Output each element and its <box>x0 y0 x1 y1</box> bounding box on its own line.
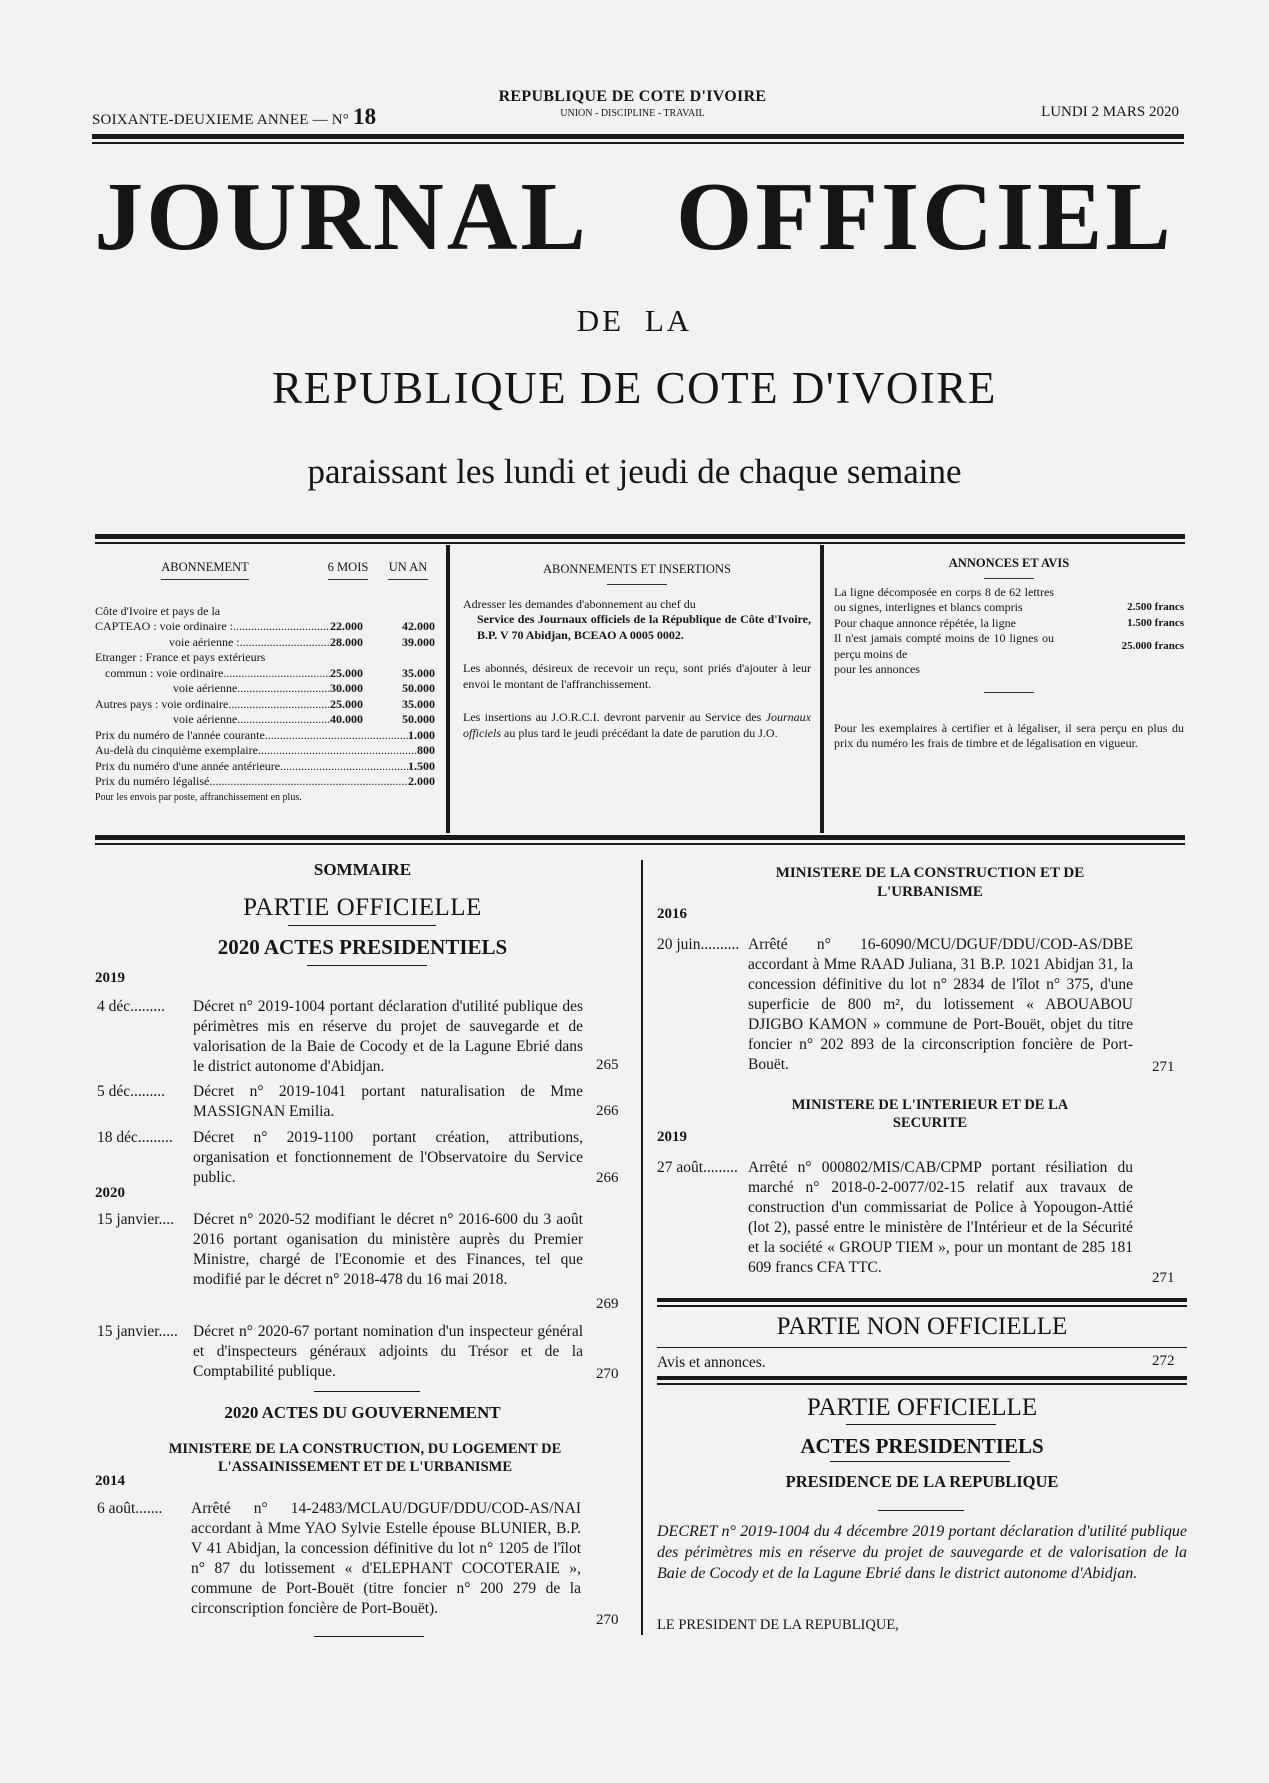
issue-date: LUNDI 2 MARS 2020 <box>1041 104 1179 120</box>
sommaire-heading: SOMMAIRE <box>313 860 412 879</box>
partie-non-officielle: PARTIE NON OFFICIELLE <box>776 1313 1068 1340</box>
entry-page: 270 <box>596 1366 619 1382</box>
partie-non-rule <box>657 1298 1187 1302</box>
abonnements-insertions <box>463 562 811 741</box>
annonces-line4: pour les annonces <box>834 662 920 676</box>
entry-page: 269 <box>596 1296 619 1312</box>
annonces-line3: Il n'est jamais compté moins de 10 lignes ou perçu moins de <box>834 631 1054 661</box>
entry-date: 20 juin.......... <box>657 936 740 953</box>
price-row: Prix du numéro légalisé ..... 2.000 <box>95 774 435 790</box>
entry-text: Arrêté n° 16-6090/MCU/DGUF/DDU/COD-AS/DBE accordant à Mme RAAD Juliana, 31 B.P. 1021 Abidjan 31, la concession définitive du lot n° 2834 de l'îlot n° 375, d'une superficie de 800 m², du lotissement « ABOUABOU DJIGBO KAMON » commune de Port-Bouët, objet du titre foncier n° 202 893 de la circonscription foncière de Port-Bouët. <box>748 936 1133 1073</box>
avis-bottom-rule-thin <box>657 1383 1187 1385</box>
entry-separator <box>314 1636 424 1637</box>
entry-date: 27 août......... <box>657 1159 738 1176</box>
infobox-top-rule-thin <box>95 542 1185 544</box>
abonnements-p1-lead: Adresser les demandes d'abonnement au chef du <box>463 596 696 611</box>
body-partie-underline <box>846 1424 996 1425</box>
annonces-price3: 25.000 francs <box>1121 639 1184 652</box>
subscription-row: CAPTEAO : voie ordinaire : ..... 22.000 42.000 <box>95 619 435 635</box>
masthead-title: JOURNAL OFFICIEL <box>94 163 1174 271</box>
annonces-price1: 2.500 francs <box>1127 601 1184 613</box>
abonnements-heading: ABONNEMENTS ET INSERTIONS <box>543 562 731 576</box>
entry-separator <box>314 1391 420 1392</box>
price-row: Prix du numéro d'une année antérieure ..... 1.500 <box>95 759 435 775</box>
body-partie-officielle: PARTIE OFFICIELLE <box>806 1394 1038 1421</box>
subscription-table <box>95 560 435 805</box>
price-row: Prix du numéro de l'année courante ..... 1.000 <box>95 728 435 744</box>
avis-label: Avis et annonces. <box>657 1354 766 1371</box>
entry-date: 18 déc......... <box>97 1129 173 1146</box>
annonces-price2: 1.500 francs <box>1127 616 1184 629</box>
subscription-region-1: Côte d'Ivoire et pays de la <box>95 603 221 618</box>
entry-date: 6 août....... <box>97 1500 163 1517</box>
body-presidence: PRESIDENCE DE LA REPUBLIQUE <box>785 1472 1059 1491</box>
subscription-col-6m: 6 MOIS <box>327 560 369 574</box>
avis-bottom-rule <box>657 1376 1187 1380</box>
entry-text: Décret n° 2019-1004 portant déclaration d'utilité publique des périmètres mis en réserve du projet de sauvegarde et de valorisation de la Baie de Cocody et de la Lagune Ebrié dans le district autonome d'Abidjan. <box>193 998 583 1075</box>
sommaire-partie-officielle: PARTIE OFFICIELLE <box>243 894 482 921</box>
body-actes-underline <box>830 1461 1010 1462</box>
issue-number: 18 <box>352 104 377 129</box>
subscription-row: Autres pays : voie ordinaire ..... 25.000 35.000 <box>95 697 435 713</box>
sommaire-column-divider <box>641 860 643 1635</box>
entry-page: 271 <box>1152 1059 1175 1075</box>
infobox-divider-2 <box>820 545 824 833</box>
subscription-region-2: Etranger : France et pays extérieurs <box>95 650 266 664</box>
infobox-divider-1 <box>446 545 450 833</box>
entry-page: 265 <box>596 1057 619 1073</box>
annonces-heading: ANNONCES ET AVIS <box>948 556 1070 570</box>
body-president-line: LE PRESIDENT DE LA REPUBLIQUE, <box>657 1617 899 1633</box>
entry-text: Décret n° 2020-67 portant nomination d'un inspecteur général et d'inspecteurs généraux adjoints du Trésor et de la Comptabilité publique. <box>193 1323 583 1380</box>
year-2016: 2016 <box>657 906 687 922</box>
sommaire-actes-presidentiels: 2020 ACTES PRESIDENTIELS <box>217 935 508 959</box>
entry-page: 266 <box>596 1103 619 1119</box>
entry-date: 4 déc......... <box>97 998 166 1015</box>
subscription-heading: ABONNEMENT <box>161 560 249 574</box>
price-row: Au-delà du cinquième exemplaire ..... 800 <box>95 743 435 759</box>
entry-page: 266 <box>596 1170 619 1186</box>
ministry-construction-logement: MINISTERE DE LA CONSTRUCTION, DU LOGEMENT DE L'ASSAINISSEMENT ET DE L'URBANISME <box>168 1441 562 1475</box>
entry-page: 270 <box>596 1612 619 1628</box>
abonnements-p3: Les insertions au J.O.R.C.I. devront parvenir au Service des Journaux officiels au plus tard le jeudi précédant la date de parution du J.O. <box>463 710 811 740</box>
edition-line <box>92 104 376 130</box>
subscription-row: voie aérienne ..... 40.000 50.000 <box>95 712 435 728</box>
avis-page: 272 <box>1152 1353 1175 1369</box>
annonces-certification: Pour les exemplaires à certifier et à légaliser, il sera perçu en plus du prix du numéro les frais de timbre et de légalisation en vigueur. <box>834 720 1184 750</box>
masthead-republic: REPUBLIQUE DE COTE D'IVOIRE <box>272 363 997 413</box>
infobox-bottom-rule-thin <box>95 843 1185 845</box>
annonces-line2: Pour chaque annonce répétée, la ligne <box>834 615 1016 630</box>
entry-text: Décret n° 2019-1100 portant création, attributions, organisation et fonctionnement de l'Observatoire du Service public. <box>193 1129 583 1186</box>
annonces-avis <box>834 556 1184 752</box>
edition-label: SOIXANTE-DEUXIEME ANNEE — N° <box>92 112 349 128</box>
entry-page: 271 <box>1152 1270 1175 1286</box>
actes-underline <box>307 965 427 966</box>
year-2020: 2020 <box>95 1185 125 1201</box>
year-2019: 2019 <box>95 970 125 986</box>
abonnements-address: Service des Journaux officiels de la République de Côte d'Ivoire, B.P. V 70 Abidjan, BCEAO A 0005 0002. <box>477 612 811 642</box>
entry-text: Arrêté n° 000802/MIS/CAB/CPMP portant résiliation du marché n° 2018-0-2-0077/02-15 relatif aux travaux de construction d'un commissariat de Police à Yopougon-Attié (lot 2), passé entre le ministère de l'Intérieur et de la Sécurité et la société « GROUP TIEM », pour un montant de 285 181 609 francs CFA TTC. <box>748 1159 1133 1276</box>
subscription-col-1y: UN AN <box>388 560 428 574</box>
abonnements-p2: Les abonnés, désireux de recevoir un reçu, sont priés d'ajouter à leur envoi le montant de l'affranchissement. <box>463 661 811 691</box>
sommaire-actes-gouvernement: 2020 ACTES DU GOUVERNEMENT <box>224 1403 501 1422</box>
partie-non-rule-thin <box>657 1305 1187 1307</box>
header-rule-thin <box>92 142 1184 144</box>
header-rule <box>92 134 1184 139</box>
year-2019-b: 2019 <box>657 1129 687 1145</box>
partie-underline <box>288 925 436 926</box>
country-motto: UNION - DISCIPLINE - TRAVAIL <box>560 108 705 119</box>
subscription-row: commun : voie ordinaire ..... 25.000 35.000 <box>95 666 435 682</box>
entry-text: Arrêté n° 14-2483/MCLAU/DGUF/DDU/COD-AS/NAI accordant à Mme YAO Sylvie Estelle épouse BLUNIER, B.P. V 41 Abidjan, la concession définitive du lot n° 1205 de l'îlot n° 87 du lotissement « d'ELEPHANT COCOTERAIE », commune de Port-Bouët (titre foncier n° 200 279 de la circonscription foncière de Port-Bouët). <box>191 1500 581 1617</box>
infobox-bottom-rule <box>95 835 1185 840</box>
entry-date: 15 janvier.... <box>97 1211 175 1228</box>
year-2014: 2014 <box>95 1473 125 1489</box>
entry-text: Décret n° 2020-52 modifiant le décret n° 2016-600 du 3 août 2016 portant oganisation du ministère auprès du Premier Ministre, chargé de l'Economie et des Finances, tel que modifié par le décret n° 2018-478 du 16 mai 2018. <box>193 1211 583 1288</box>
subscription-row: voie aérienne ..... 30.000 50.000 <box>95 681 435 697</box>
header-country <box>420 88 845 119</box>
subscription-note: Pour les envois par poste, affranchissement en plus. <box>95 791 302 803</box>
entry-text: Décret n° 2019-1041 portant naturalisation de Mme MASSIGNAN Emilia. <box>193 1083 583 1120</box>
masthead-de-la: DE LA <box>576 303 693 338</box>
ministry-construction-urbanisme: MINISTERE DE LA CONSTRUCTION ET DE L'URBANISME <box>775 865 1085 900</box>
infobox-top-rule <box>95 534 1185 539</box>
annonces-line1: La ligne décomposée en corps 8 de 62 lettres ou signes, interlignes et blancs compris <box>834 584 1054 614</box>
entry-date: 5 déc......... <box>97 1083 166 1100</box>
ministry-interieur: MINISTERE DE L'INTERIEUR ET DE LA SECURITE <box>791 1097 1069 1131</box>
body-presidence-underline <box>878 1510 964 1511</box>
entry-date: 15 janvier..... <box>97 1323 178 1340</box>
body-decret-title: DECRET n° 2019-1004 du 4 décembre 2019 portant déclaration d'utilité publique des périmètres mis en réserve du projet de sauvegarde et de valorisation de la Baie de Cocody et de la Lagune Ebrié dans le district autonome d'Abidjan. <box>657 1523 1187 1582</box>
country-name: REPUBLIQUE DE COTE D'IVOIRE <box>498 88 767 105</box>
subscription-row: voie aérienne : ..... 28.000 39.000 <box>95 635 435 651</box>
body-actes-presidentiels: ACTES PRESIDENTIELS <box>800 1434 1044 1458</box>
avis-top-rule <box>657 1347 1187 1348</box>
masthead-tagline: paraissant les lundi et jeudi de chaque semaine <box>307 452 962 491</box>
